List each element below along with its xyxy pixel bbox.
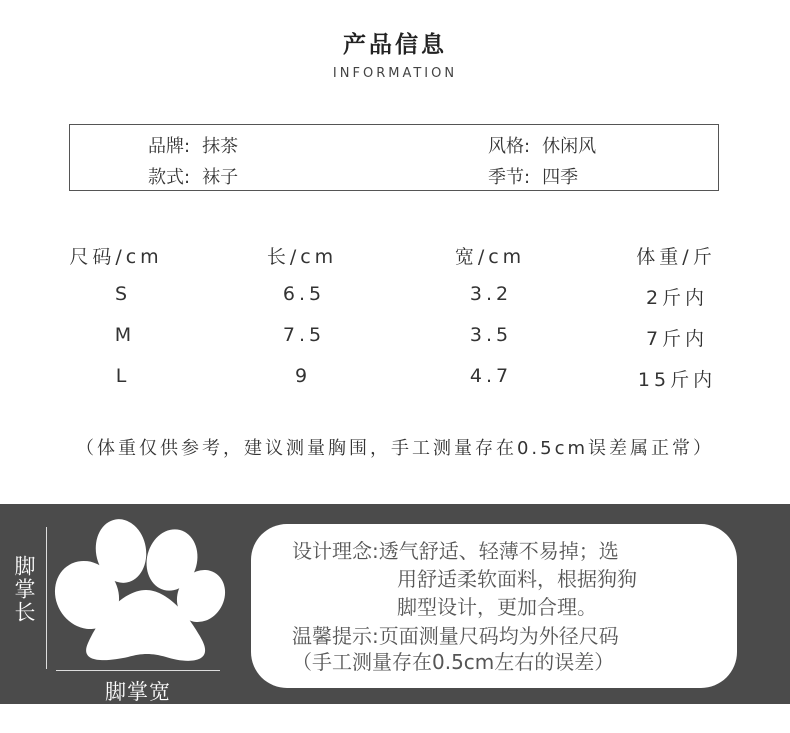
table-cell: 7斤内 [645,328,709,350]
length-indicator-line [46,527,47,669]
design-text-1: 透气舒适、轻薄不易掉；选 [378,539,619,563]
season-row [488,163,578,189]
table-header-width: 宽/cm [454,246,526,268]
style-value: 休闲风 [542,136,597,157]
table-cell: 15斤内 [637,369,717,391]
foot-length-label: 脚掌长 [12,555,36,624]
description-card [251,524,737,688]
design-line-1 [292,537,619,565]
style-row [488,132,596,158]
design-line-3: 脚型设计，更加合理。 [397,595,597,619]
tip-line-1 [292,622,619,650]
tip-text-1: 页面测量尺码均为外径尺码 [378,624,619,648]
brand-label: 品牌: [148,136,191,157]
measurement-note: （体重仅供参考，建议测量胸围，手工测量存在0.5cm误差属正常） [75,438,715,459]
table-cell: M [114,324,136,346]
season-label: 季节: [488,167,531,188]
type-label: 款式: [148,167,191,188]
type-row [148,163,238,189]
table-header-weight: 体重/斤 [636,246,716,268]
season-value: 四季 [542,167,579,188]
table-cell: 7.5 [282,324,326,346]
table-cell: L [115,365,131,387]
page-title: 产品信息 [343,32,447,58]
design-label: 设计理念: [292,539,379,563]
brand-value: 抹茶 [202,136,239,157]
product-info-box [69,124,719,191]
table-cell: 4.7 [469,365,513,387]
brand-row [148,132,238,158]
design-line-2: 用舒适柔软面料，根据狗狗 [397,567,637,591]
foot-width-label: 脚掌宽 [105,680,171,704]
table-cell: 6.5 [282,283,326,305]
table-cell: 2斤内 [645,287,709,309]
table-header-size: 尺码/cm [69,246,163,268]
style-label: 风格: [488,136,531,157]
paw-icon [50,515,230,665]
table-header-length: 长/cm [266,246,338,268]
table-cell: 9 [294,365,312,387]
tip-label: 温馨提示: [292,624,379,648]
table-cell: 3.2 [469,283,513,305]
page-subtitle: INFORMATION [332,66,458,81]
table-cell: 3.5 [469,324,513,346]
type-value: 袜子 [202,167,239,188]
table-cell: S [114,283,132,305]
tip-line-2: （手工测量存在0.5cm左右的误差） [292,650,615,674]
width-indicator-line [56,670,220,671]
